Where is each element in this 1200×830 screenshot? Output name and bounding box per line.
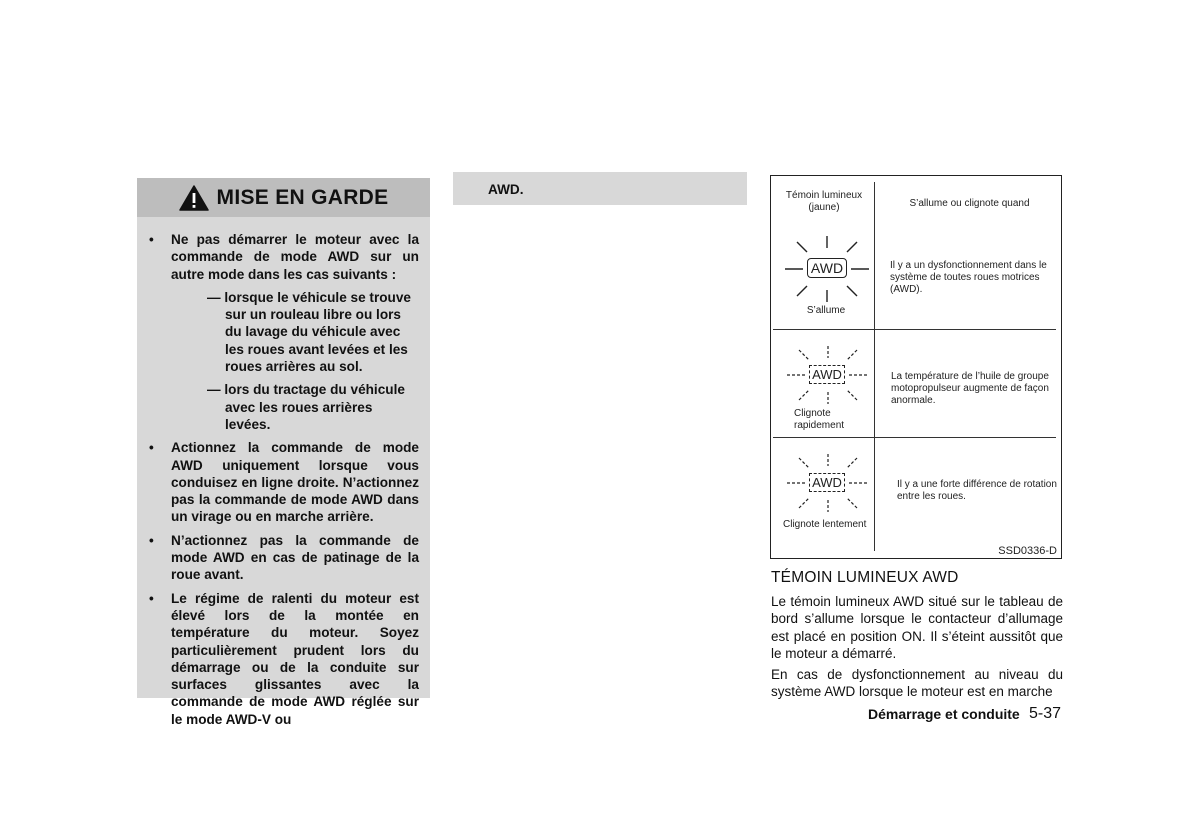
- warning-subitem: [171, 289, 419, 375]
- awd-indicator-icon: AWD: [807, 258, 847, 278]
- warning-bullet: [149, 439, 419, 525]
- warning-bullet: [149, 590, 419, 728]
- warning-header: [137, 178, 430, 217]
- row-description: Il y a un dysfonctionnement dans le système de toutes roues motrices (AWD).: [890, 260, 1047, 295]
- warning-bullet: [149, 231, 419, 433]
- row-state: S’allume: [806, 305, 846, 316]
- warning-subitem-text: — lorsque le véhicule se trouve sur un rouleau libre ou lors du lavage du véhicule avec les roues avant levées et les roues arrières au sol.: [207, 289, 411, 375]
- continued-warning-bar: [453, 172, 747, 205]
- body-paragraph: En cas de dysfonctionnement au niveau du système AWD lorsque le moteur est en marche: [771, 667, 1063, 700]
- warning-bullet-text: Ne pas démarrer le moteur avec la commande de mode AWD sur un autre mode dans les cas suivants :: [171, 232, 419, 282]
- warning-bullet: [149, 532, 419, 584]
- warning-box: [137, 178, 430, 727]
- awd-indicator-table: [770, 175, 1062, 559]
- row-state: Clignote lentement: [783, 519, 867, 530]
- awd-indicator-icon: AWD: [809, 365, 845, 384]
- warning-triangle-icon: [179, 185, 209, 211]
- page-number: 5-37: [1029, 705, 1062, 722]
- warning-title: MISE EN GARDE: [216, 185, 389, 209]
- awd-indicator-icon: AWD: [809, 473, 845, 492]
- warning-subitem: [171, 381, 419, 433]
- table-divider: [773, 329, 1056, 330]
- footer-section-title: Démarrage et conduite: [868, 706, 1020, 722]
- warning-subitem-text: — lors du tractage du véhicule avec les roues arrières levées.: [207, 382, 405, 432]
- figure-code: SSD0336-D: [998, 545, 1057, 557]
- body-paragraph: Le témoin lumineux AWD situé sur le tableau de bord s’allume lorsque le contacteur d’allumage est placé en position ON. Il s’éteint aussitôt que le moteur a démarré.: [771, 594, 1063, 661]
- row-description: Il y a une forte différence de rotation entre les roues.: [897, 479, 1057, 502]
- warning-body: [149, 231, 419, 734]
- table-header-condition: S’allume ou clignote quand: [909, 198, 1030, 209]
- section-heading: TÉMOIN LUMINEUX AWD: [771, 569, 959, 586]
- warning-bullet-text: Actionnez la commande de mode AWD uniquement lorsque vous conduisez en ligne droite. N’actionnez pas la commande de mode AWD dans un virage ou en marche arrière.: [171, 440, 419, 525]
- warning-bullet-text: Le régime de ralenti du moteur est élevé lors de la montée en température du moteur. Soyez particulièrement prudent lors du démarrage ou de la conduite sur surfaces glissantes avec la commande de mode AWD réglée sur le mode AWD-V ou: [171, 590, 419, 727]
- table-header-indicator: Témoin lumineux (jaune): [785, 190, 863, 213]
- table-divider: [773, 437, 1056, 438]
- continued-warning-text: AWD.: [488, 182, 524, 197]
- row-description: La température de l’huile de groupe motopropulseur augmente de façon anormale.: [891, 371, 1049, 406]
- row-state: Clignote rapidement: [794, 408, 845, 431]
- warning-bullet-text: N’actionnez pas la commande de mode AWD en cas de patinage de la roue avant.: [171, 532, 419, 583]
- table-divider: [874, 182, 875, 551]
